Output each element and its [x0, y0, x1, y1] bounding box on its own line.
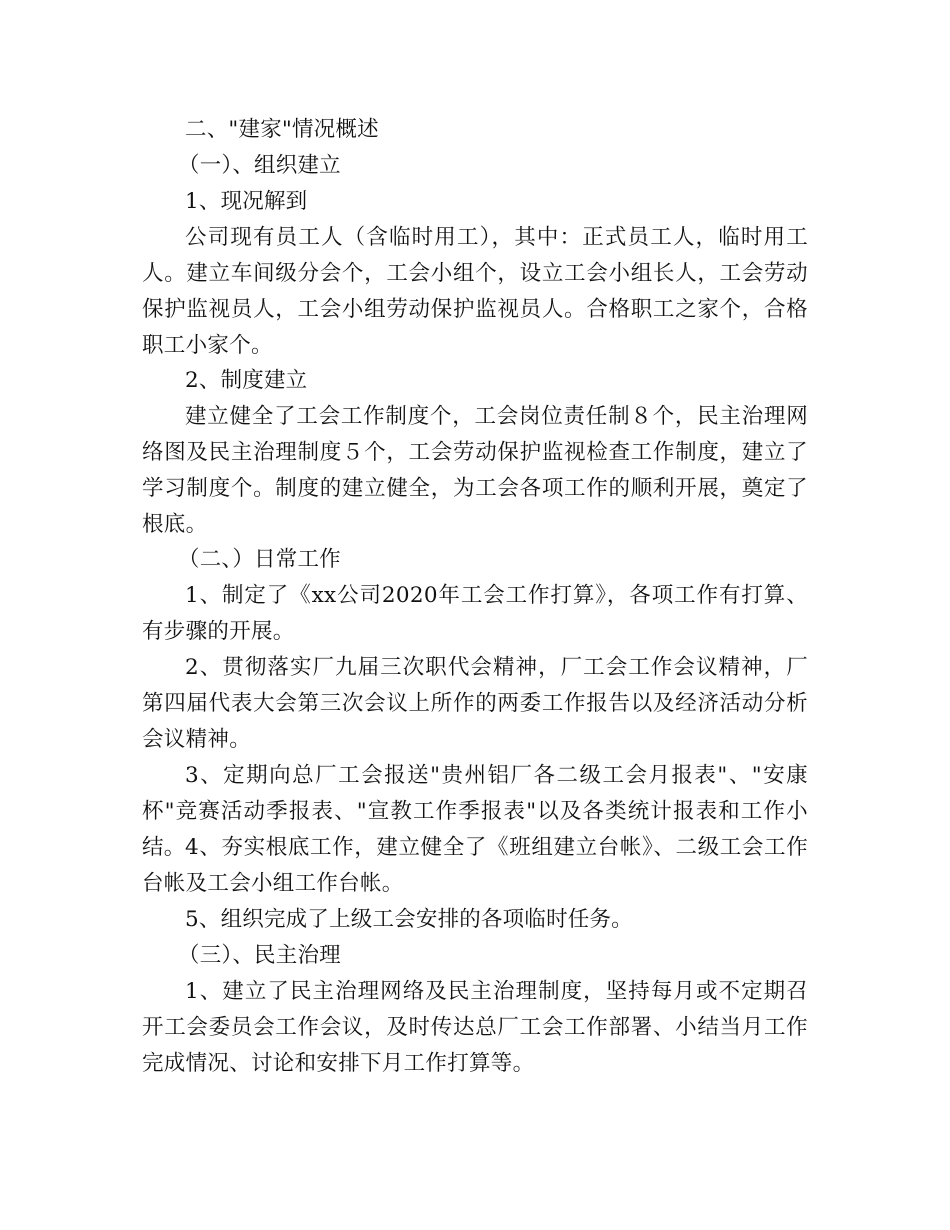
paragraph-daily-work-3: 3、定期向总厂工会报送"贵州铝厂各二级工会月报表"、"安康杯"竞赛活动季报表、"宣教工作季报表"以及各类统计报表和工作小结。 [142, 763, 808, 860]
paragraph-daily-work-4: 4、夯实根底工作，建立健全了《班组建立台帐》、二级工会工作台帐及工会小组工作台帐。 [142, 835, 808, 896]
paragraph-current-status: 公司现有员工人（含临时用工），其中：正式员工人，临时用工人。建立车间级分会个，工会小组个，设立工会小组长人，工会劳动保护监视员人，工会小组劳动保护监视员人。合格职工之家个，合格职工小家个。 [142, 225, 808, 358]
subsection-title-daily-work: （二、）日常工作 [178, 547, 341, 572]
section-heading: 二、"建家"情况概述 [185, 117, 379, 142]
paragraph-daily-work-5: 5、组织完成了上级工会安排的各项临时任务。 [185, 907, 633, 932]
paragraph-system-building: 建立健全了工会工作制度个，工会岗位责任制８个，民主治理网络图及民主治理制度５个，工会劳动保护监视检查工作制度，建立了学习制度个。制度的建立健全，为工会各项工作的顺利开展，奠定了根底。 [142, 404, 808, 537]
item-title-system-building: 2、制度建立 [185, 368, 308, 393]
subsection-title-organization: （一）、组织建立 [178, 153, 341, 178]
item-title-current-status: 1、现况解到 [185, 189, 308, 214]
paragraph-daily-work-1: 1、制定了《xx公司2020年工会工作打算》，各项工作有打算、有步骤的开展。 [142, 583, 808, 644]
paragraph-daily-work-2: 2、贯彻落实厂九届三次职代会精神，厂工会工作会议精神，厂第四届代表大会第三次会议上所作的两委工作报告以及经济活动分析会议精神。 [142, 655, 808, 752]
paragraph-democratic-management-1: 1、建立了民主治理网络及民主治理制度，坚持每月或不定期召开工会委员会工作会议，及时传达总厂工会工作部署、小结当月工作完成情况、讨论和安排下月工作打算等。 [142, 979, 808, 1076]
subsection-title-democratic-management: （三）、民主治理 [178, 943, 341, 968]
